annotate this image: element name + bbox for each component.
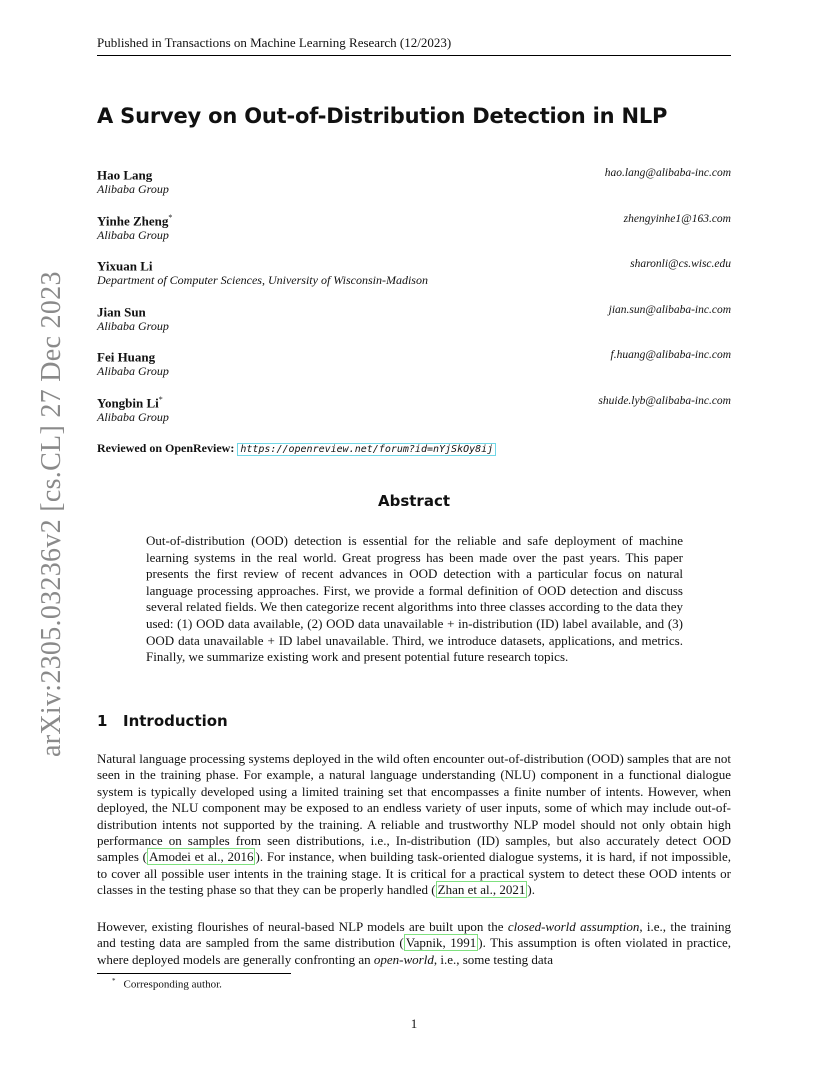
author-name: Yongbin Li* <box>97 395 163 411</box>
journal-header: Published in Transactions on Machine Learning Research (12/2023) <box>97 35 731 56</box>
author-name: Fei Huang <box>97 349 156 365</box>
abstract-text: Out-of-distribution (OOD) detection is essential for the reliable and safe deployment of machine learning systems in the real world. Great progress has been made over the past years. This paper presents the first review of recent advances in OOD detection with a particular focus on natural language processing approaches. First, we provide a formal definition of OOD detection and discuss several related fields. We then categorize recent algorithms into three classes according to the data they used: (1) OOD data available, (2) OOD data unavailable + in-distribution (ID) label available, and (3) OOD data unavailable + ID label unavailable. Third, we introduce datasets, applications, and metrics. Finally, we summarize existing work and present potential future research topics. <box>146 533 683 665</box>
citation-link[interactable]: Amodei et al., 2016 <box>149 849 254 865</box>
author-name: Yixuan Li <box>97 258 153 274</box>
author-affiliation: Department of Computer Sciences, University of Wisconsin-Madison <box>97 273 428 287</box>
author-block <box>97 349 731 383</box>
author-email[interactable]: shuide.lyb@alibaba-inc.com <box>598 395 731 407</box>
author-name: Hao Lang <box>97 167 153 183</box>
openreview-line <box>97 441 496 456</box>
author-email[interactable]: hao.lang@alibaba-inc.com <box>604 167 731 179</box>
section-title: Introduction <box>123 712 228 730</box>
author-affiliation: Alibaba Group <box>97 182 169 196</box>
author-email[interactable]: sharonli@cs.wisc.edu <box>630 258 731 270</box>
author-block <box>97 258 731 292</box>
openreview-link[interactable]: https://openreview.net/forum?id=nYjSkOy8ij <box>237 443 496 456</box>
section-number: 1 <box>97 712 108 730</box>
footnote-rule <box>97 973 291 974</box>
author-affiliation: Alibaba Group <box>97 228 169 242</box>
author-block <box>97 395 731 429</box>
author-affiliation: Alibaba Group <box>97 364 169 378</box>
author-email[interactable]: jian.sun@alibaba-inc.com <box>608 304 731 316</box>
author-email[interactable]: f.huang@alibaba-inc.com <box>610 349 731 361</box>
author-affiliation: Alibaba Group <box>97 319 169 333</box>
intro-paragraph-1: Natural language processing systems deployed in the wild often encounter out-of-distribution (OOD) samples that are not seen in the training phase. For example, a natural language understanding (NLU) component in a functional dialogue system is typically developed using a limited training set that encompasses a finite number of intents. However, when deployed, the NLU component may be exposed to an endless variety of user inputs, some of which may include out-of-distribution intents not supported by the training. A reliable and trustworthy NLP model should not only obtain high performance on samples from seen distributions, i.e., In-distribution (ID) samples, but also accurately detect OOD samples ( Amodei et al., 2016 ). For instance, when building task-oriented dialogue systems, it is hard, if not impossible, to cover all possible user intents in the training stage. It is critical for a practical system to detect these OOD intents or classes in the testing phase so that they can be properly handled ( Zhan et al., 2021 ). <box>97 751 731 898</box>
author-block <box>97 213 731 247</box>
abstract-heading: Abstract <box>377 492 451 510</box>
citation-link[interactable]: Vapnik, 1991 <box>405 935 477 951</box>
author-affiliation: Alibaba Group <box>97 410 169 424</box>
citation-link[interactable]: Zhan et al., 2021 <box>437 882 526 898</box>
arxiv-sidebar-stamp: arXiv:2305.03236v2 [cs.CL] 27 Dec 2023 <box>36 271 67 757</box>
author-name: Yinhe Zheng* <box>97 213 173 229</box>
section-heading <box>97 712 228 730</box>
author-name: Jian Sun <box>97 304 146 320</box>
paper-title: A Survey on Out-of-Distribution Detection in NLP <box>97 104 668 128</box>
author-block <box>97 304 731 338</box>
author-block <box>97 167 731 201</box>
intro-paragraph-2: However, existing flourishes of neural-based NLP models are built upon the closed-world assumption, i.e., the training and testing data are sampled from the same distribution ( Vapnik, 1991 ). This assumption is often violated in practice, where deployed models are generally confronting an open-world, i.e., some testing data <box>97 919 732 967</box>
footnote: * Corresponding author. <box>112 977 222 991</box>
page-number: 1 <box>410 1016 418 1031</box>
openreview-label: Reviewed on OpenReview: <box>97 441 235 455</box>
author-email[interactable]: zhengyinhe1@163.com <box>623 213 731 225</box>
